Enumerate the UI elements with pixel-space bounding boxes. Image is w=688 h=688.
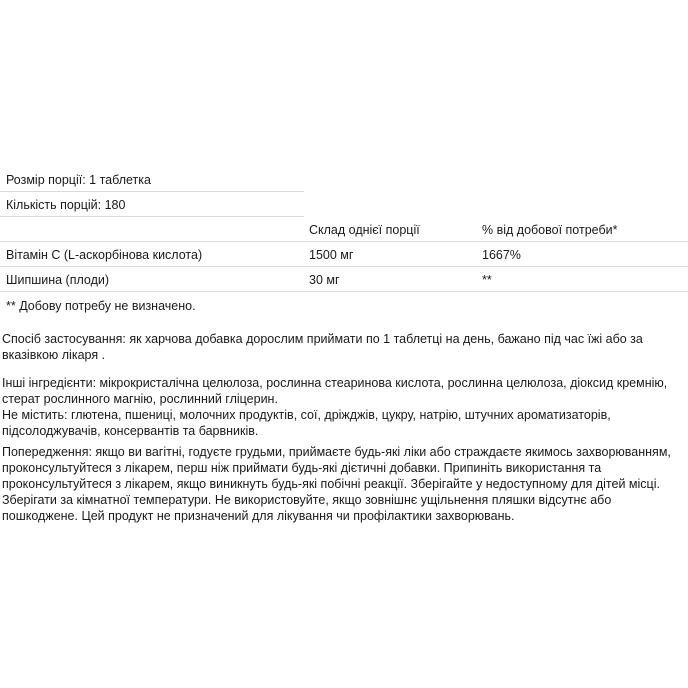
table-header-row (0, 217, 688, 242)
per-serving-header: Склад однієї порції (309, 223, 420, 237)
serving-size: Розмір порції: 1 таблетка (6, 173, 151, 187)
ingredient-daily-value: 1667% (482, 248, 521, 262)
ingredients-paragraph: Інші інгредієнти: мікрокристалічна целюлоза, рослинна стеаринова кислота, рослинна целюлоза, діоксид кремнію, стерат рослинного магнію, рослинний гліцерин. (2, 376, 668, 406)
table-row (0, 267, 688, 292)
daily-value-footnote: ** Добову потребу не визначено. (6, 299, 196, 313)
free-from-paragraph: Не містить: глютена, пшениці, молочних продуктів, сої, дріжджів, цукру, натрію, штучних ароматизаторів, підсолоджувачів, консервантів та барвників. (2, 408, 611, 438)
warning-paragraph: Попередження: якщо ви вагітні, годуєте грудьми, приймаєте будь-які ліки або страждаєте якимось захворюванням, проконсультуйтеся з лікарем, перш ніж приймати будь-які дієтичні добавки. Припиніть використання та проконсультуйтеся з лікарем, якщо виникнуть будь-які побічні реакції. Зберігайте у недоступному для дітей місці. Зберігати за кімнатної температури. Не використовуйте, якщо зовнішнє ущільнення пляшки відсутнє або пошкоджене. Цей продукт не призначений для лікування чи профілактики захворювань. (2, 445, 671, 523)
ingredient-name: Вітамін С (L-аскорбінова кислота) (6, 248, 203, 262)
serving-size-row (0, 167, 304, 192)
servings-row (0, 192, 304, 217)
ingredient-amount: 30 мг (309, 273, 340, 287)
ingredient-name: Шипшина (плоди) (6, 273, 110, 287)
ingredient-amount: 1500 мг (309, 248, 354, 262)
table-row (0, 242, 688, 267)
usage-paragraph: Спосіб застосування: як харчова добавка дорослим приймати по 1 таблетці на день, бажано під час їжі або за вказівкою лікаря . (2, 332, 643, 362)
daily-value-header: % від добової потреби* (482, 223, 618, 237)
servings-count: Кількість порцій: 180 (6, 198, 126, 212)
supplement-facts-table (0, 167, 688, 292)
ingredient-daily-value: ** (482, 273, 492, 287)
